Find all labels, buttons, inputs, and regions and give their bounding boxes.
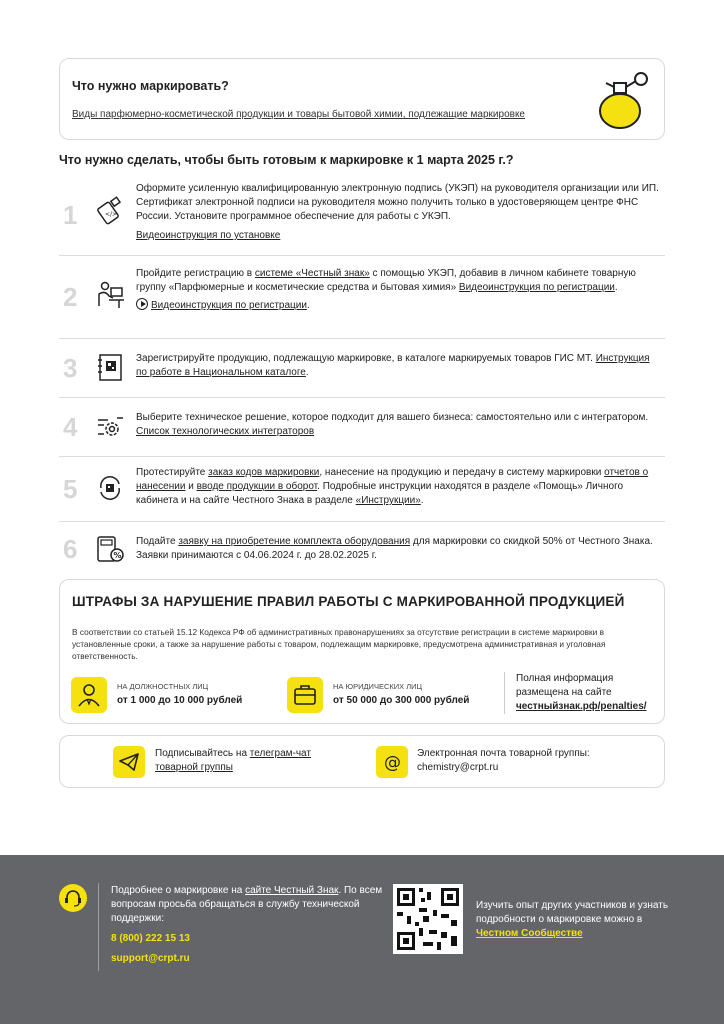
text-run: с помощью УКЭП, добавив в личном кабинете товарную группу «Парфюмерные и косметические средства и бытовая химия» [136,268,636,293]
circulation-link[interactable]: вводе продукции в оборот [196,481,318,492]
catalog-book-icon [95,352,125,382]
contacts-card [59,735,665,788]
text-run: Выберите техническое решение, которое подходит для вашего бизнеса: самостоятельно или с интегратором. [136,412,649,423]
step-3 [59,345,665,393]
divider [59,338,665,339]
text-run: . [420,495,424,506]
step-text [136,267,661,295]
text-run: . По всем вопросам просьба обращаться в службу технической поддержки: [111,885,383,924]
svg-text:%: % [113,551,122,560]
divider [59,456,665,457]
text-run: Пройдите регистрацию в [136,268,255,279]
fines-card [59,579,665,724]
text-run: . Подробные инструкции находятся в разделе «Помощь» Личного кабинета и на сайте Честного Знака в разделе [136,481,624,506]
chestny-znak-link[interactable]: системе «Честный знак» [254,268,370,279]
text-run: Зарегистрируйте продукцию, подлежащую маркировке, в каталоге маркируемых товаров ГИС МТ. [136,353,593,364]
step-text [136,466,661,508]
step-6 [59,528,665,572]
code-order-link[interactable]: заказ кодов маркировки [208,467,320,478]
fines-description: В соответствии со статьей 15.12 Кодекса РФ об административных правонарушениях за отсутствие регистрации в системе маркировки в установленные сроки, а также за нарушение работы с товаром, подлежащим маркировке, предусмотрена административная и уголовная ответственность. [72,627,606,661]
registration-video-link-2[interactable]: Видеоинструкция по регистрации [151,300,307,311]
fines-info-text: Полная информация размещена на сайте [516,673,614,698]
reports-link[interactable]: отчетов о нанесении [136,467,649,492]
step-text [136,352,661,380]
integrators-list-link[interactable]: Список технологических интеграторов [136,426,315,437]
footer-divider [98,883,99,971]
text-run: , нанесение на продукцию и передачу в систему маркировки [319,467,605,478]
step-text [136,411,661,439]
divider [59,255,665,256]
step-number: 1 [63,200,78,230]
divider [59,397,665,398]
text-run: Протестируйте [136,467,209,478]
briefcase-icon [287,677,323,713]
support-email[interactable]: support@crpt.ru [111,953,190,964]
fine-amount: от 1 000 до 10 000 рублей [117,695,243,706]
step-text [136,535,661,563]
at-sign-icon [376,746,408,778]
step-5 [59,462,665,520]
email-block [417,747,590,775]
text-run: Подайте [136,536,179,547]
text-run: . [305,367,309,378]
footer-support-text [111,884,383,926]
step-number: 2 [63,282,78,312]
community-link[interactable]: Честном Сообществе [476,928,583,939]
text-run: Подписывайтесь на [155,748,250,759]
svg-text:</>: </> [105,211,118,218]
fine-label: НА ЮРИДИЧЕСКИХ ЛИЦ [333,682,423,691]
play-icon [136,298,148,310]
code-cycle-icon [95,473,125,503]
step-number: 6 [63,534,78,564]
step-number: 4 [63,412,78,442]
fines-title: ШТРАФЫ ЗА НАРУШЕНИЕ ПРАВИЛ РАБОТЫ С МАРКИРОВАННОЙ ПРОДУКЦИЕЙ [72,594,625,609]
step-1 [59,180,665,250]
email-address[interactable]: chemistry@crpt.ru [417,762,499,773]
calculator-discount-icon [95,534,125,564]
text-run: . [306,300,310,311]
email-label: Электронная почта товарной группы: [417,748,590,759]
text-run: Изучить опыт других участников и узнать подробности о маркировке можно в [476,900,669,925]
instructions-link[interactable]: «Инструкции» [355,495,421,506]
fines-info [504,672,647,714]
gear-settings-icon [95,412,125,442]
fine-amount: от 50 000 до 300 000 рублей [333,695,470,706]
headset-support-icon [59,884,87,912]
penalties-link[interactable]: честныйзнак.рф/penalties/ [516,701,647,712]
qr-code [393,884,463,954]
steps-section-title: Что нужно сделать, чтобы быть готовым к маркировке к 1 марта 2025 г.? [59,153,514,167]
step-4 [59,404,665,454]
what-to-mark-card [59,58,665,140]
telegram-text [155,747,345,775]
text-run: для маркировки со скидкой 50% от Честного Знака. Заявки принимаются с 04.06.2024 г. до 28.02.2025 г. [136,536,653,561]
footer [0,855,724,1024]
fine-label: НА ДОЛЖНОСТНЫХ ЛИЦ [117,682,209,691]
person-at-computer-icon [95,280,125,310]
official-person-icon [71,677,107,713]
registration-video-link[interactable]: Видеоинструкция по регистрации [458,282,615,293]
product-types-link[interactable]: Виды парфюмерно-косметической продукции и товары бытовой химии, подлежащие маркировке [72,109,525,120]
perfume-bottle-icon [594,69,650,131]
step-number: 5 [63,474,78,504]
install-video-link[interactable]: Видеоинструкция по установке [136,230,281,241]
text-run: и [185,481,197,492]
telegram-chat-link[interactable]: телеграм-чат товарной группы [155,748,311,773]
step-2 [59,262,665,334]
equipment-request-link[interactable]: заявку на приобретение комплекта оборудования [178,536,411,547]
site-link[interactable]: сайте Честный Знак [245,885,339,896]
step-number: 3 [63,353,78,383]
national-catalog-link[interactable]: Инструкция по работе в Национальном каталоге [136,353,650,378]
telegram-icon [113,746,145,778]
usb-token-icon [95,196,125,226]
community-text [476,899,676,941]
step-text: Оформите усиленную квалифицированную электронную подпись (УКЭП) на руководителя организации или ИП. Сертификат электронной подписи на руководителя можно получить только в удостоверяющем центре ФНС России. Установите программное обеспечение для работы с УКЭП. [136,183,659,222]
what-to-mark-title: Что нужно маркировать? [72,79,229,93]
svg-text:@: @ [384,753,401,773]
support-phone[interactable]: 8 (800) 222 15 13 [111,933,190,944]
divider [59,521,665,522]
text-run: . [614,282,618,293]
text-run: Подробнее о маркировке на [111,885,246,896]
